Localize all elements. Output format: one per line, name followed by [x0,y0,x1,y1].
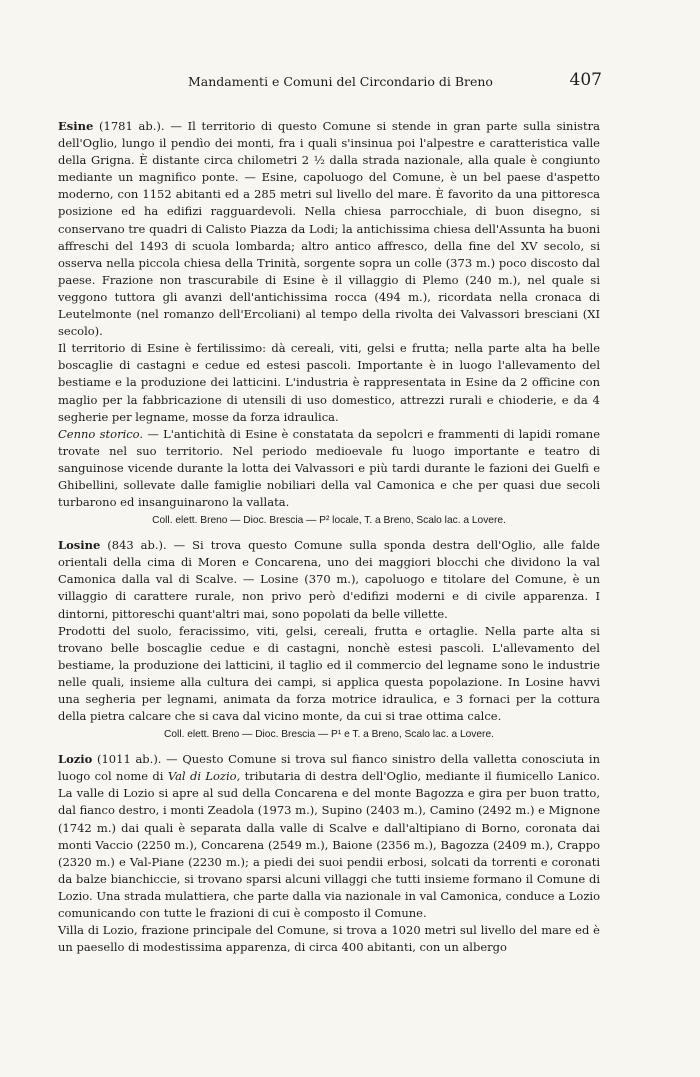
esine-population: (1781 ab.). — [93,119,188,133]
esine-paragraph-1 [58,118,600,340]
lozio-paragraph-2: Villa di Lozio, frazione principale del Comune, si trova a 1020 metri sul livello del mare ed è un paesello di modestissima apparenza, di circa 400 abitanti, con un albergo [58,923,600,955]
losine-paragraph-1 [58,537,600,622]
esine-paragraph-3 [58,426,600,511]
lozio-population: (1011 ab.). — [92,752,183,767]
entry-name-losine: Losine [58,538,101,553]
body-text [58,118,600,956]
esine-electoral-info: Coll. elett. Breno — Dioc. Brescia — P² locale, T. a Breno, Scalo lac. a Lovere. [152,515,506,527]
page-number: 407 [569,70,602,90]
running-title: Mandamenti e Comuni del Circondario di Breno [188,74,493,89]
lozio-text-1b: tributaria di destra dell'Oglio, mediante il fiumicello Lanico. La valle di Lozio si apre al sud della Concarena e del monte Bagozza e gira per buon tratto, dal fianco destro, i monti Zeadola (1973 m.), Supino (2403 m.), Camino (2492 m.) e Mignone (1742 m.) dai quali è separata dalla valle di Scalve e dall'altipiano di Borno, coronata dai monti Vaccio (2250 m.), Concarena (2549 m.), Baione (2356 m.), Bagozza (2409 m.), Crappo (2320 m.) e Val-Piane (2230 m.); a piedi dei suoi pendii erbosi, solcati da torrenti e coronati da balze bianchiccie, si trovano sparsi alcuni villaggi che tutti insieme formano il Comune di Lozio. Una strada mulattiera, che parte dalla via nazionale in val Camonica, conduce a Lozio comunicando con tutte le frazioni di cui è composto il Comune. [58,769,600,921]
page-header [60,70,602,94]
losine-paragraph-2: Prodotti del suolo, feracissimo, viti, gelsi, cereali, frutta e ortaglie. Nella parte alta si trovano belle boscaglie cedue e di castagni, nonchè estesi pascoli. L'allevamento del bestiame, la produzione dei latticini, il taglio ed il commercio del legname sono le industrie nelle quali, insieme alla cultura dei campi, si applica questa popolazione. In Losine havvi una segheria per legnami, animata da forza motrice idraulica, e 3 fornaci per la cottura della pietra calcare che si cava dal vicino monte, da cui si trae ottima calce. [58,623,600,724]
losine-population: (843 ab.). — [100,538,193,553]
losine-electoral-info: Coll. elett. Breno — Dioc. Brescia — P¹ e T. a Breno, Scalo lac. a Lovere. [164,729,494,741]
esine-historical-label: Cenno storico. [58,426,144,441]
entry-name-esine: Esine [58,119,94,133]
esine-text-3: — L'antichità di Esine è constatata da sepolcri e frammenti di lapidi romane trovate nel suo territorio. Nel periodo medioevale fu luogo importante e teatro di sanguinose vicende durante la lotta dei Valvassori e più tardi durante le fazioni dei Guelfi e Ghibellini, sollevate dalle famiglie nobiliari della val Camonica e che per quasi due secoli turbarono ed insanguinarono la vallata. [58,426,600,510]
lozio-text-1a: Questo Comune si trova sul fianco sinistro della valletta conosciuta in luogo col nome di [58,752,601,784]
lozio-paragraph-1 [58,751,600,922]
esine-paragraph-2: Il territorio di Esine è fertilissimo: dà cereali, viti, gelsi e frutta; nella parte alta ha belle boscaglie di castagni e cedue ed estesi pascoli. Importante è in luogo l'allevamento del bestiame e la produzione dei latticini. L'industria è rappresentata in Esine da 2 officine con maglio per la fabbricazione di utensili di uso domestico, attrezzi rurali e chioderie, e da 4 segherie per legname, mosse da forza idraulica. [58,341,600,424]
losine-text-1: Si trova questo Comune sulla sponda destra dell'Oglio, alle falde orientali della cima di Moren e Concarena, uno dei maggiori blocchi che dividono la val Camonica dalla val di Scalve. — Losine (370 m.), capoluogo e titolare del Comune, è un villaggio di carattere rurale, non privo però d'edifizi moderni e di civile apparenza. I dintorni, pittoreschi quant'altri mai, sono popolati da belle villette. [58,538,600,621]
esine-text-1: Il territorio di questo Comune si stende in gran parte sulla sinistra dell'Oglio, lungo il pendìo dei monti, fra i quali s'insinua poi l'alpestre e caratteristica valle della Grigna. È distante circa chilometri 2 ½ dalla strada nazionale, alla quale è congiunto mediante un magnifico ponte. — Esine, capoluogo del Comune, è un bel paese d'aspetto moderno, con 1152 abitanti ed a 285 metri sul livello del mare. È favorito da una pittoresca posizione ed ha edifizi ragguardevoli. Nella chiesa parrocchiale, di buon disegno, si conservano tre quadri di Calisto Piazza da Lodi; la antichissima chiesa dell'Assunta ha buoni affreschi del 1493 di scuola lombarda; altro antico affresco, della fine del XV secolo, si osserva nella piccola chiesa della Trinità, sorgente sopra un colle (373 m.) poco discosto dal paese. Frazione non trascurabile di Esine è il villaggio di Plemo (240 m.), nel quale si veggono tuttora gli avanzi dell'antichissima rocca (494 m.), ricordata nella cronaca di Leutelmonte (nel romanzo dell'Ercoliani) al tempo della rivolta dei Valvassori bresciani (XI secolo). [58,119,601,339]
entry-name-lozio: Lozio [58,752,93,767]
lozio-valley-name: Val di Lozio, [167,769,241,784]
